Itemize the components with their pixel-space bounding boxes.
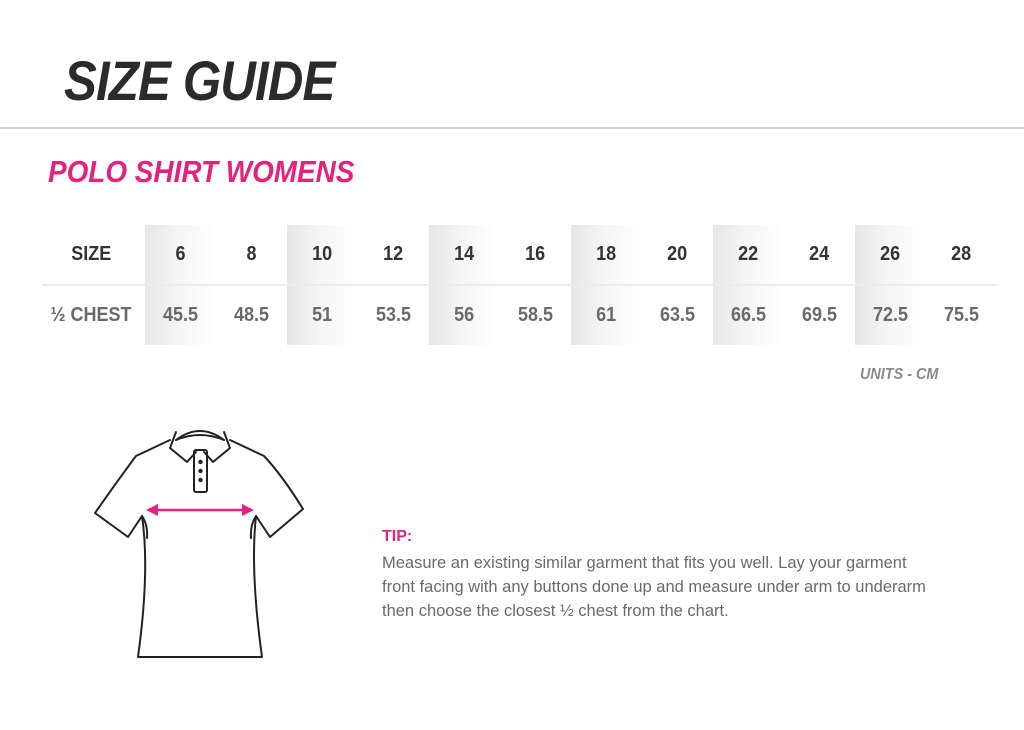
- chest-cell: 53.5: [375, 304, 412, 326]
- chest-cell: 51: [287, 285, 358, 345]
- chest-cell: 69.5: [801, 304, 838, 326]
- tip-heading: TIP:: [382, 528, 413, 545]
- size-cell: 8: [216, 225, 287, 285]
- size-row-label: SIZE: [42, 225, 145, 285]
- chest-cell: 72.5: [855, 285, 926, 345]
- chest-cell: 58.5: [517, 304, 554, 326]
- chest-cell: 45.5: [145, 285, 216, 345]
- size-cell: 18: [571, 225, 642, 285]
- size-cell: 28: [926, 225, 997, 285]
- chest-row: [42, 285, 997, 345]
- button: [198, 478, 202, 482]
- product-title: POLO SHIRT WOMENS: [48, 154, 355, 189]
- button: [198, 469, 202, 473]
- size-cell: 26: [855, 225, 926, 285]
- chest-cell: 66.5: [713, 285, 784, 345]
- button: [198, 460, 202, 464]
- size-cell: 22: [713, 225, 784, 285]
- size-cell: 14: [429, 225, 500, 285]
- chest-cell: 48.5: [233, 304, 270, 326]
- size-cell: 24: [784, 225, 855, 285]
- chest-cell: 63.5: [659, 304, 696, 326]
- page-title: SIZE GUIDE: [64, 49, 335, 112]
- chest-cell: 75.5: [943, 304, 980, 326]
- size-cell: 12: [358, 225, 429, 285]
- title-divider: [0, 127, 1024, 129]
- size-chart-table: [42, 225, 997, 345]
- size-cell: 20: [642, 225, 713, 285]
- size-row: [42, 225, 997, 285]
- tip-body: Measure an existing similar garment that fits you well. Lay your garment front facing with any buttons done up and measure under arm to underarm then choose the closest ½ chest from the chart.: [382, 554, 926, 620]
- polo-shirt-icon: [90, 420, 312, 665]
- units-label: UNITS - CM: [860, 366, 939, 383]
- size-cell: 16: [500, 225, 571, 285]
- chest-cell: 61: [571, 285, 642, 345]
- size-cell: 6: [145, 225, 216, 285]
- chest-cell: 56: [429, 285, 500, 345]
- size-cell: 10: [287, 225, 358, 285]
- chest-measure-arrow: [146, 504, 254, 516]
- chest-row-label: ½ CHEST: [50, 304, 133, 326]
